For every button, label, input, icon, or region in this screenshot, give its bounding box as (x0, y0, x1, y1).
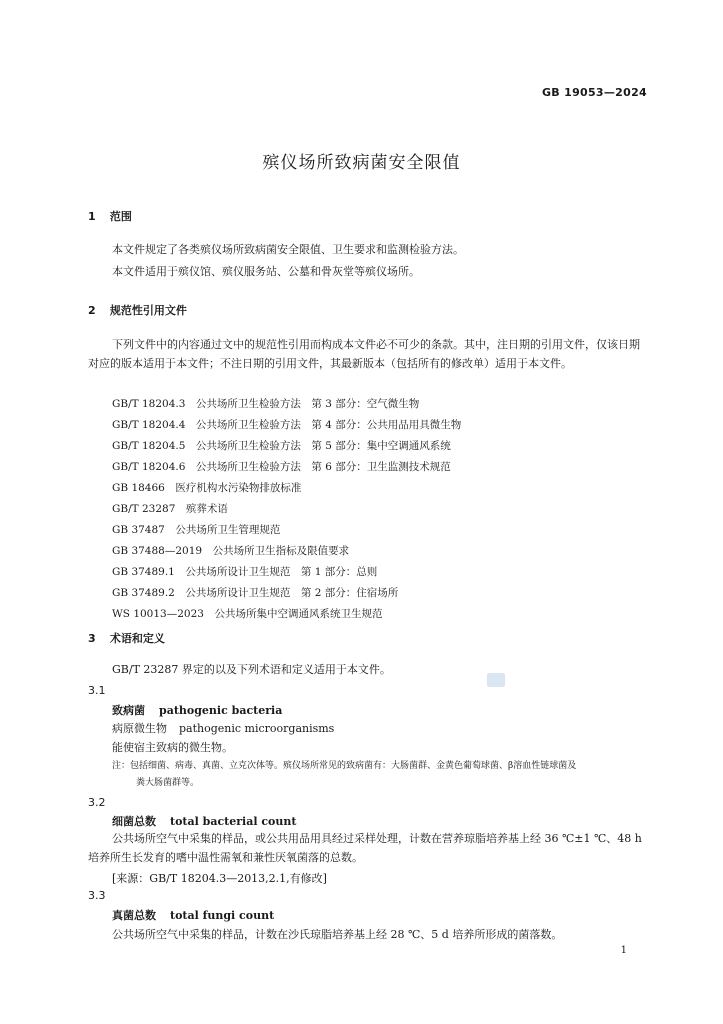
watermark-icon (487, 673, 505, 687)
term-definition: 公共场所空气中采集的样品，或公共用品用具经过采样处理，计数在营养琼脂培养基上经 36 ℃±1 ℃、48 h 培养所生长发育的嗜中温性需氧和兼性厌氧菌落的总数。 (88, 832, 642, 864)
reference-item: WS 10013—2023 公共场所集中空调通风系统卫生规范 (112, 608, 383, 620)
section-1-heading (88, 208, 132, 224)
page-number: 1 (620, 945, 627, 956)
reference-item: GB/T 18204.5 公共场所卫生检验方法 第 5 部分：集中空调通风系统 (112, 440, 451, 452)
term-alternative (112, 720, 334, 736)
paragraph: GB/T 23287 界定的以及下列术语和定义适用于本文件。 (112, 663, 391, 676)
term-zh: 致病菌 (112, 704, 145, 717)
section-number: 3 (88, 632, 96, 645)
term-en: total fungi count (170, 909, 275, 922)
section-number: 2 (88, 304, 96, 317)
term-number: 3.3 (88, 889, 106, 902)
term-heading (112, 813, 296, 829)
reference-item: GB 18466 医疗机构水污染物排放标准 (112, 482, 302, 494)
term-zh: 真菌总数 (112, 909, 156, 922)
term-definition: 能使宿主致病的微生物。 (112, 741, 233, 754)
term-en: total bacterial count (170, 815, 297, 828)
paragraph: 下列文件中的内容通过文中的规范性引用而构成本文件必不可少的条款。其中，注日期的引用文件，仅该日期对应的版本适用于本文件；不注日期的引用文件，其最新版本（包括所有的修改单）适用于本文件。 (88, 338, 640, 370)
note-line: 粪大肠菌群等。 (136, 778, 200, 788)
reference-item: GB 37487 公共场所卫生管理规范 (112, 524, 281, 536)
reference-item: GB/T 18204.4 公共场所卫生检验方法 第 4 部分：公共用品用具微生物 (112, 419, 462, 431)
term-number: 3.1 (88, 684, 106, 697)
reference-item: GB 37488—2019 公共场所卫生指标及限值要求 (112, 545, 350, 557)
alt-en: pathogenic microorganisms (179, 722, 335, 735)
section-3-heading (88, 630, 165, 646)
term-note (112, 758, 652, 792)
term-definition: 公共场所空气中采集的样品，计数在沙氏琼脂培养基上经 28 ℃、5 d 培养所形成的菌落数。 (112, 928, 563, 941)
document-title: 殡仪场所致病菌安全限值 (262, 153, 461, 173)
term-zh: 细菌总数 (112, 815, 156, 828)
note-line: 注：包括细菌、病毒、真菌、立克次体等。殡仪场所常见的致病菌有：大肠菌群、金黄色葡萄球菌、β溶血性链球菌及 (112, 761, 577, 771)
term-source: [来源：GB/T 18204.3—2013,2.1,有修改] (112, 872, 327, 885)
term-number: 3.2 (88, 796, 106, 809)
standard-code: GB 19053—2024 (541, 86, 647, 99)
reference-item: GB 37489.2 公共场所设计卫生规范 第 2 部分：住宿场所 (112, 587, 399, 599)
reference-item: GB/T 18204.3 公共场所卫生检验方法 第 3 部分：空气微生物 (112, 398, 420, 410)
section-title: 规范性引用文件 (109, 304, 187, 317)
paragraph: 本文件适用于殡仪馆、殡仪服务站、公墓和骨灰堂等殡仪场所。 (112, 265, 420, 278)
section-2-heading (88, 302, 187, 318)
reference-item: GB/T 23287 殡葬术语 (112, 503, 228, 515)
term-heading (112, 907, 274, 923)
section-title: 范围 (109, 210, 132, 223)
term-en: pathogenic bacteria (159, 704, 283, 717)
paragraph: 本文件规定了各类殡仪场所致病菌安全限值、卫生要求和监测检验方法。 (112, 243, 464, 256)
reference-item: GB 37489.1 公共场所设计卫生规范 第 1 部分：总则 (112, 566, 378, 578)
term-heading (112, 702, 282, 718)
section-number: 1 (88, 210, 96, 223)
section-title: 术语和定义 (109, 632, 165, 645)
alt-zh: 病原微生物 (112, 722, 167, 735)
reference-item: GB/T 18204.6 公共场所卫生检验方法 第 6 部分：卫生监测技术规范 (112, 461, 451, 473)
